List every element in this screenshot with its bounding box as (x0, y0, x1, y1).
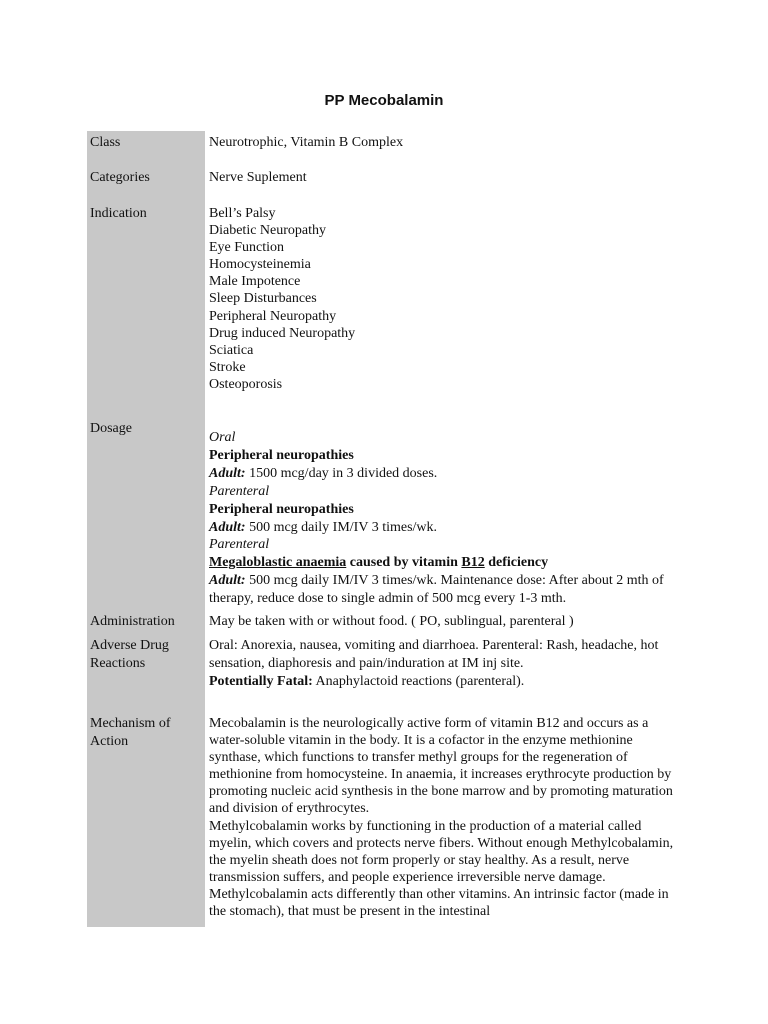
label-class: Class (90, 135, 121, 150)
label-column-shading (87, 131, 205, 927)
label-indication: Indication (90, 206, 147, 221)
list-item: Diabetic Neuropathy (209, 223, 327, 239)
route-parenteral: Parenteral (209, 537, 270, 553)
value-categories: Nerve Suplement (209, 170, 307, 185)
drug-info-table (87, 131, 687, 927)
dose-text: 500 mcg daily IM/IV 3 times/wk. Maintenance dose: After about 2 mth of therapy, reduce dose to single admin of 500 mcg every 1-3 mth. (209, 573, 664, 607)
document-title: PP Mecobalamin (324, 92, 444, 109)
adverse-text: Oral: Anorexia, nausea, vomiting and diarrhoea. Parenteral: Rash, headache, hot sensation, diaphoresis and pain/induration at IM inj site. (209, 638, 659, 671)
adult-label: Adult: (209, 519, 246, 535)
fatal-line (209, 673, 687, 691)
list-item: Sleep Disturbances (209, 291, 317, 307)
value-class: Neurotrophic, Vitamin B Complex (209, 135, 404, 150)
dose-text: 1500 mcg/day in 3 divided doses. (245, 465, 438, 481)
mechanism-paragraph: Methylcobalamin works by functioning in the production of a material called myelin, which covers and protects nerve fibers. Without enough Methylcobalamin, the myelin sheath does not form properly or stay healthy. As a result, nerve transmission suffers, and people experience irreversible nerve damage. Methylcobalamin acts differently than other vitamins. An intrinsic factor (made in the stomach), that must be present in the intestinal (209, 818, 674, 920)
dosage-line (209, 465, 687, 483)
adult-label: Adult: (209, 573, 246, 589)
list-item: Homocysteinemia (209, 257, 311, 273)
label-administration: Administration (90, 614, 175, 629)
fatal-text: Anaphylactoid reactions (parenteral). (312, 674, 525, 689)
indication-list (209, 205, 687, 393)
list-item: Peripheral Neuropathy (209, 308, 337, 324)
dosage-line (209, 519, 687, 537)
label-dosage: Dosage (90, 421, 132, 436)
value-adverse-reactions (209, 637, 687, 691)
value-dosage (209, 429, 687, 608)
label-mechanism: Mechanism of Action (90, 716, 171, 749)
route-oral: Oral (209, 430, 236, 445)
list-item: Male Impotence (209, 274, 301, 290)
dosage-condition: Megaloblastic anaemia caused by vitamin B12 deficiency (209, 555, 549, 571)
fatal-label: Potentially Fatal: (209, 674, 313, 689)
list-item: Sciatica (209, 342, 254, 358)
route-parenteral: Parenteral (209, 483, 270, 499)
list-item: Eye Function (209, 240, 285, 256)
list-item: Stroke (209, 359, 246, 375)
value-administration: May be taken with or without food. ( PO, sublingual, parenteral ) (209, 614, 574, 629)
list-item: Drug induced Neuropathy (209, 325, 356, 341)
mechanism-paragraph: Mecobalamin is the neurologically active form of vitamin B12 and occurs as a water-soluble vitamin in the body. It is a cofactor in the enzyme methionine synthase, which functions to transfer methyl groups for the regeneration of methionine from homocysteine. In anaemia, it increases erythrocyte production by promoting nucleic acid synthesis in the bone marrow and by promoting maturation and division of erythrocytes. (209, 716, 673, 817)
dosage-condition: Peripheral neuropathies (209, 447, 354, 463)
dose-text: 500 mcg daily IM/IV 3 times/wk. (245, 519, 438, 535)
value-mechanism (209, 715, 687, 920)
label-adverse-reactions: Adverse Drug Reactions (90, 638, 169, 671)
dosage-line (209, 572, 687, 608)
list-item: Bell’s Palsy (209, 206, 276, 221)
list-item: Osteoporosis (209, 376, 283, 392)
label-categories: Categories (90, 170, 150, 185)
dosage-condition: Peripheral neuropathies (209, 501, 354, 517)
adult-label: Adult: (209, 465, 246, 481)
